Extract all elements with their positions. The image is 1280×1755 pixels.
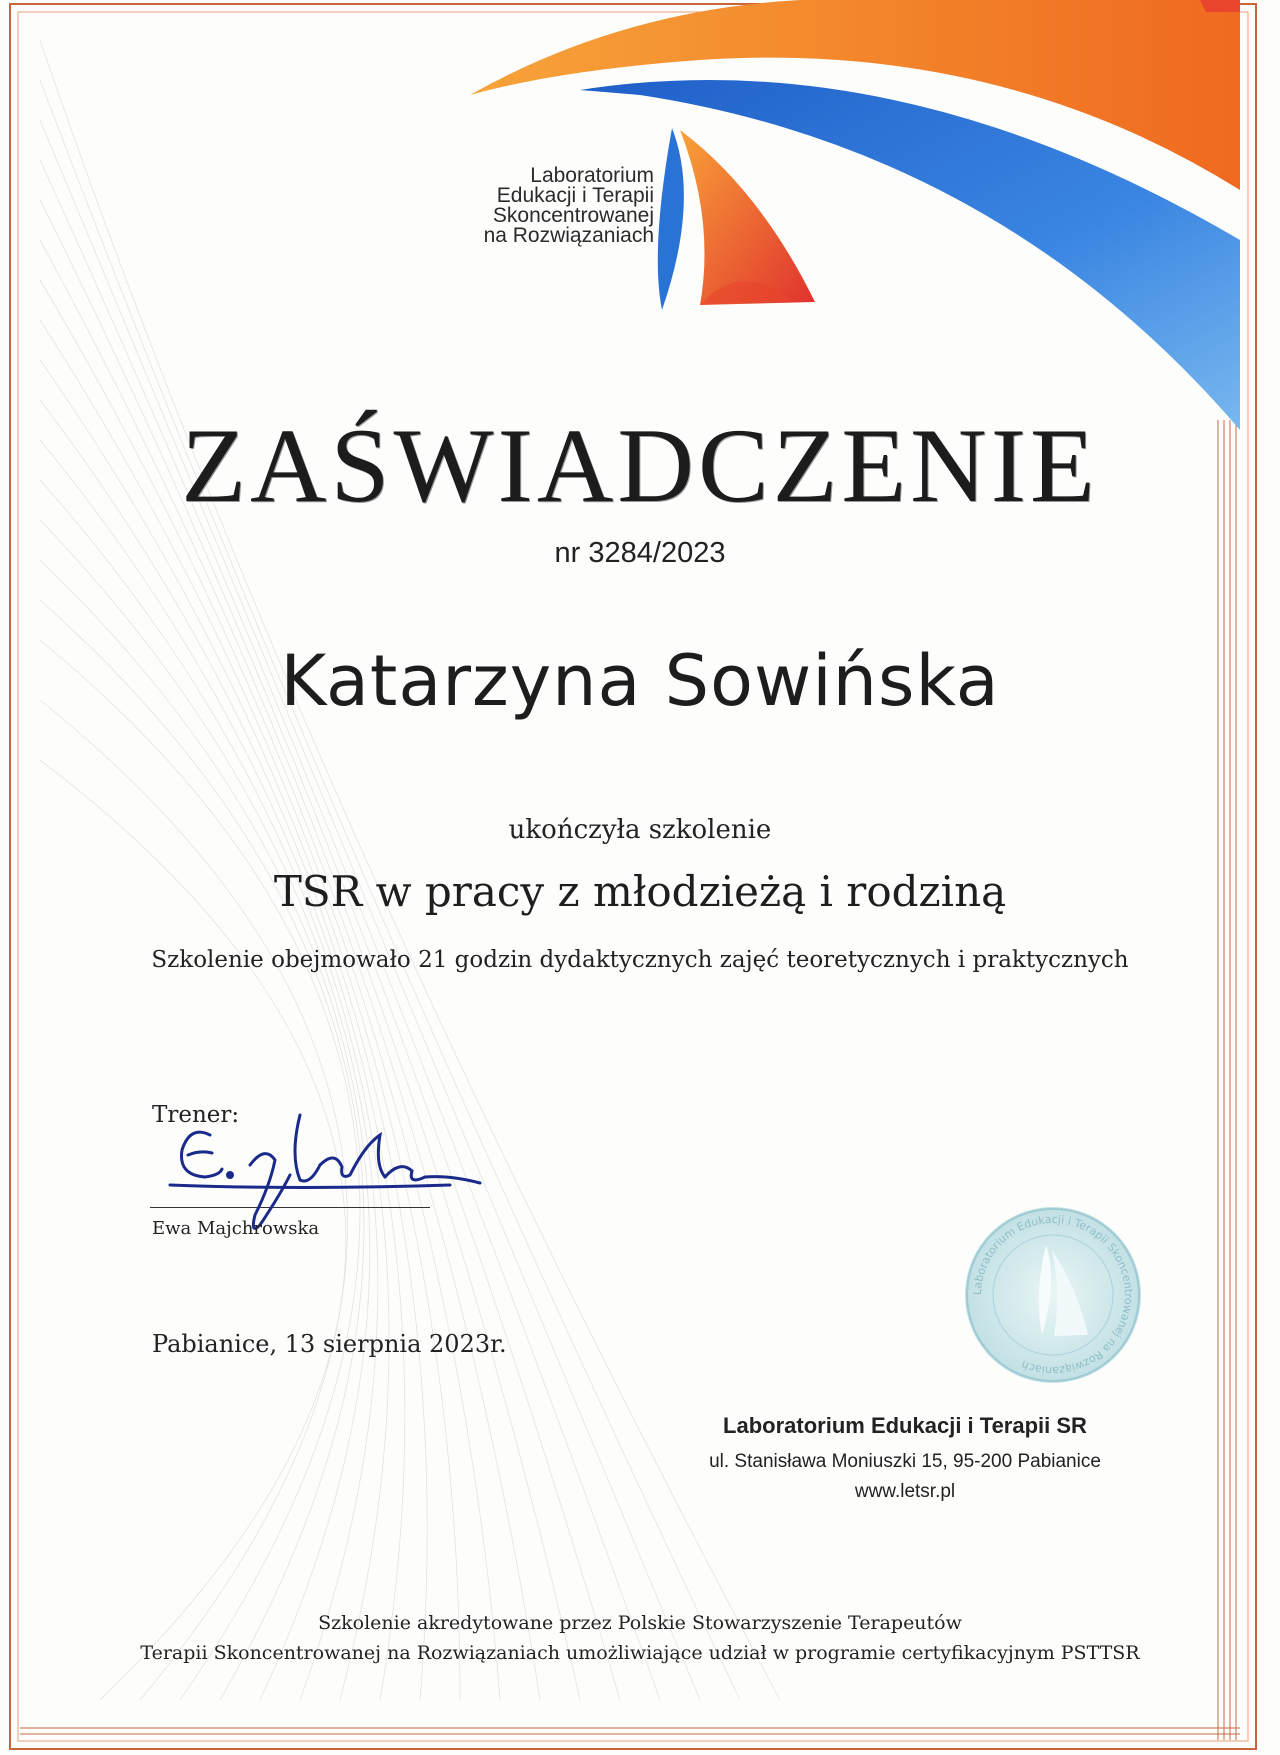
completed-text: ukończyła szkolenie bbox=[508, 815, 772, 845]
accreditation-footer bbox=[0, 1608, 1280, 1668]
logo-text bbox=[440, 166, 654, 246]
certificate-title: ZAŚWIADCZENIE bbox=[181, 407, 1099, 524]
logo-line: Laboratorium bbox=[530, 164, 654, 187]
right-border-lines bbox=[1218, 420, 1236, 1740]
sail-logo-icon bbox=[658, 128, 815, 310]
logo-line: na Rozwiązaniach bbox=[483, 224, 654, 247]
organization-website: www.letsr.pl bbox=[854, 1481, 956, 1502]
place-date: Pabianice, 13 sierpnia 2023r. bbox=[152, 1330, 507, 1358]
recipient-name: Katarzyna Sowińska bbox=[280, 640, 1000, 722]
organization-address: ul. Stanisława Moniuszki 15, 95-200 Pabianice bbox=[709, 1451, 1101, 1472]
red-corner bbox=[1200, 0, 1240, 12]
organization-stamp bbox=[958, 1200, 1148, 1390]
certificate-number: nr 3284/2023 bbox=[554, 537, 726, 569]
trainer-signature bbox=[150, 1105, 510, 1265]
trainer-label: Trener: bbox=[152, 1102, 240, 1128]
course-scope: Szkolenie obejmowało 21 godzin dydaktycznych zajęć teoretycznych i praktycznych bbox=[151, 947, 1129, 973]
logo-line: Skoncentrowanej bbox=[492, 204, 654, 227]
stamp-text: Laboratorium Edukacji i Terapii Skoncentrowanej na Rozwiązaniach bbox=[970, 1212, 1136, 1378]
organization-block bbox=[700, 1413, 1110, 1503]
footer-line: Terapii Skoncentrowanej na Rozwiązaniach umożliwiające udział w programie certyfikacyjnym PSTTSR bbox=[140, 1642, 1140, 1664]
trainer-name: Ewa Majchrowska bbox=[152, 1218, 320, 1239]
logo-line: Edukacji i Terapii bbox=[496, 184, 654, 207]
course-title: TSR w pracy z młodzieżą i rodziną bbox=[273, 867, 1007, 916]
organization-name: Laboratorium Edukacji i Terapii SR bbox=[723, 1413, 1087, 1438]
bottom-border-lines bbox=[20, 1728, 1240, 1734]
footer-line: Szkolenie akredytowane przez Polskie Stowarzyszenie Terapeutów bbox=[318, 1612, 962, 1634]
